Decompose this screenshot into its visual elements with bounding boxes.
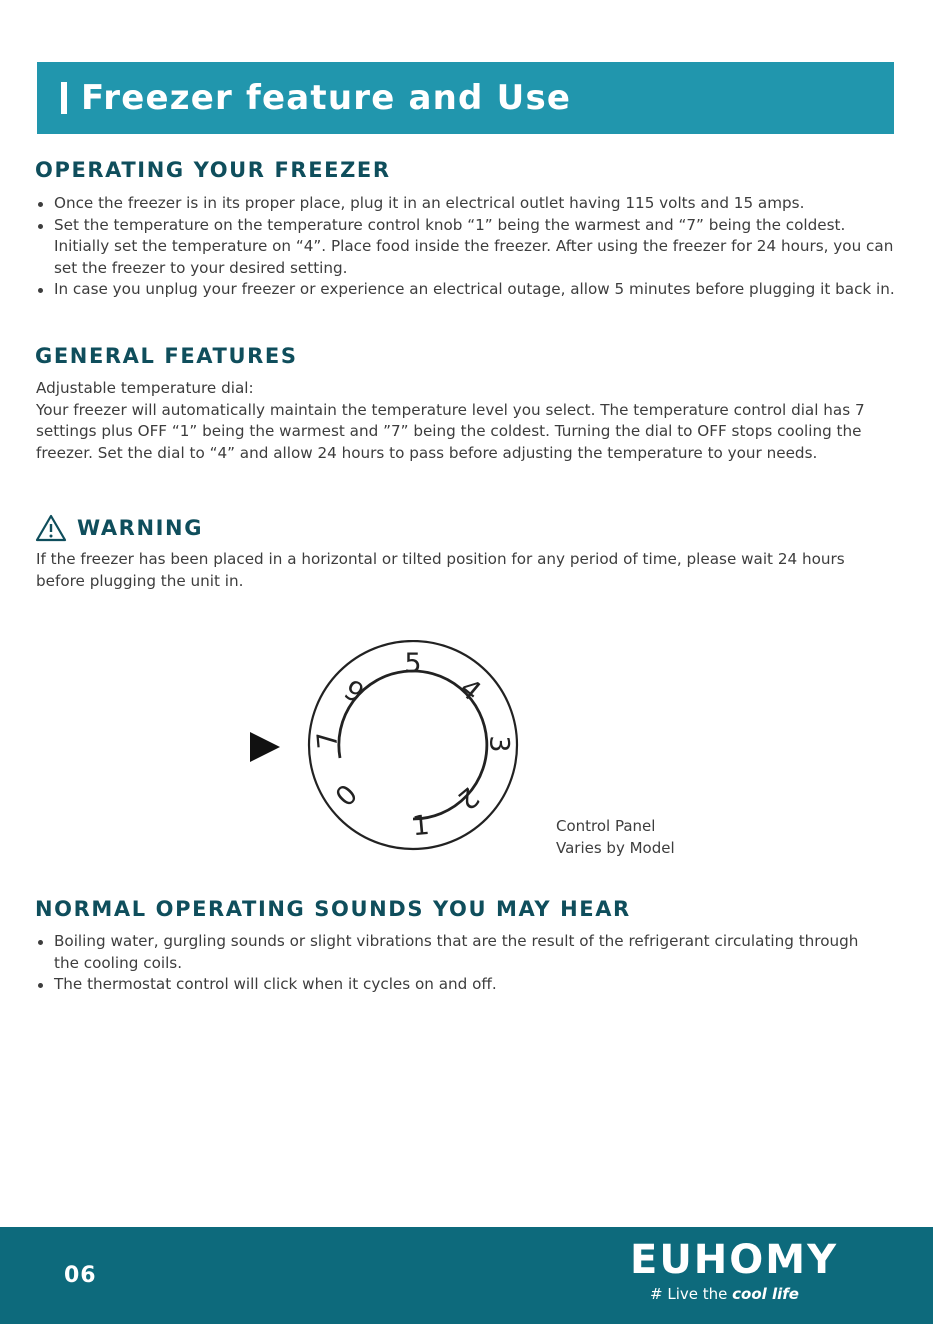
sounds-heading: NORMAL OPERATING SOUNDS YOU MAY HEAR xyxy=(35,897,631,921)
section-banner xyxy=(37,62,894,134)
tagline-emphasis: cool life xyxy=(732,1285,799,1303)
list-item: Set the temperature on the temperature control knob “1” being the warmest and “7” being the coldest. Initially set the temperature on “4”. Place food inside the freezer. After using the freezer for 24 hours, you can set the freezer to your desired setting. xyxy=(36,215,896,280)
dial-label-5: 5 xyxy=(404,648,422,679)
list-item: The thermostat control will click when it cycles on and off. xyxy=(36,974,866,996)
dial-label-4: 4 xyxy=(453,672,487,708)
general-heading: GENERAL FEATURES xyxy=(35,344,298,368)
dial-label-2: 2 xyxy=(451,780,485,816)
general-subheading: Adjustable temperature dial: xyxy=(36,379,254,397)
page-number: 06 xyxy=(64,1263,97,1288)
warning-text-block xyxy=(36,549,876,592)
tagline-prefix: # Live the xyxy=(650,1285,733,1303)
caption-line: Varies by Model xyxy=(556,838,675,857)
banner-bar xyxy=(61,82,67,114)
warning-heading: WARNING xyxy=(77,516,204,540)
general-text-block xyxy=(36,378,881,464)
dial-caption xyxy=(556,816,675,859)
warning-body: If the freezer has been placed in a horizontal or tilted position for any period of time, please wait 24 hours before plugging the unit in. xyxy=(36,550,845,590)
brand-logo: EUHOMY xyxy=(630,1237,839,1283)
list-item: Boiling water, gurgling sounds or slight vibrations that are the result of the refrigerant circulating through the cooling coils. xyxy=(36,931,866,974)
pointer-triangle-icon xyxy=(250,732,280,762)
dial-label-1: 1 xyxy=(411,809,431,843)
banner-title: Freezer feature and Use xyxy=(81,78,572,118)
brand-tagline xyxy=(650,1285,799,1303)
list-item: In case you unplug your freezer or experience an electrical outage, allow 5 minutes before plugging it back in. xyxy=(36,279,896,301)
operating-list xyxy=(36,193,896,301)
dial-label-6: 6 xyxy=(339,672,371,708)
page-footer xyxy=(0,1227,933,1324)
general-body: Your freezer will automatically maintain the temperature level you select. The temperature control dial has 7 settings plus OFF “1” being the warmest and ”7” being the coldest. Turning the dial to OFF stops cooling the freezer. Set the dial to “4” and allow 24 hours to pass before adjusting the temperature to your needs. xyxy=(36,400,865,462)
dial-label-0: 0 xyxy=(329,778,365,814)
dial-label-3: 3 xyxy=(483,735,515,753)
dial-label-7: 7 xyxy=(311,730,345,750)
sounds-list-block xyxy=(36,931,866,996)
caption-line: Control Panel xyxy=(556,817,656,835)
control-dial-svg xyxy=(248,640,538,860)
list-item: Once the freezer is in its proper place, plug it in an electrical outlet having 115 volts and 15 amps. xyxy=(36,193,896,215)
control-dial-figure xyxy=(248,640,538,860)
warning-triangle-icon xyxy=(35,514,67,542)
operating-heading: OPERATING YOUR FREEZER xyxy=(35,158,391,182)
sounds-list xyxy=(36,931,866,996)
warning-heading-row xyxy=(35,514,203,542)
operating-list-block xyxy=(36,193,896,301)
